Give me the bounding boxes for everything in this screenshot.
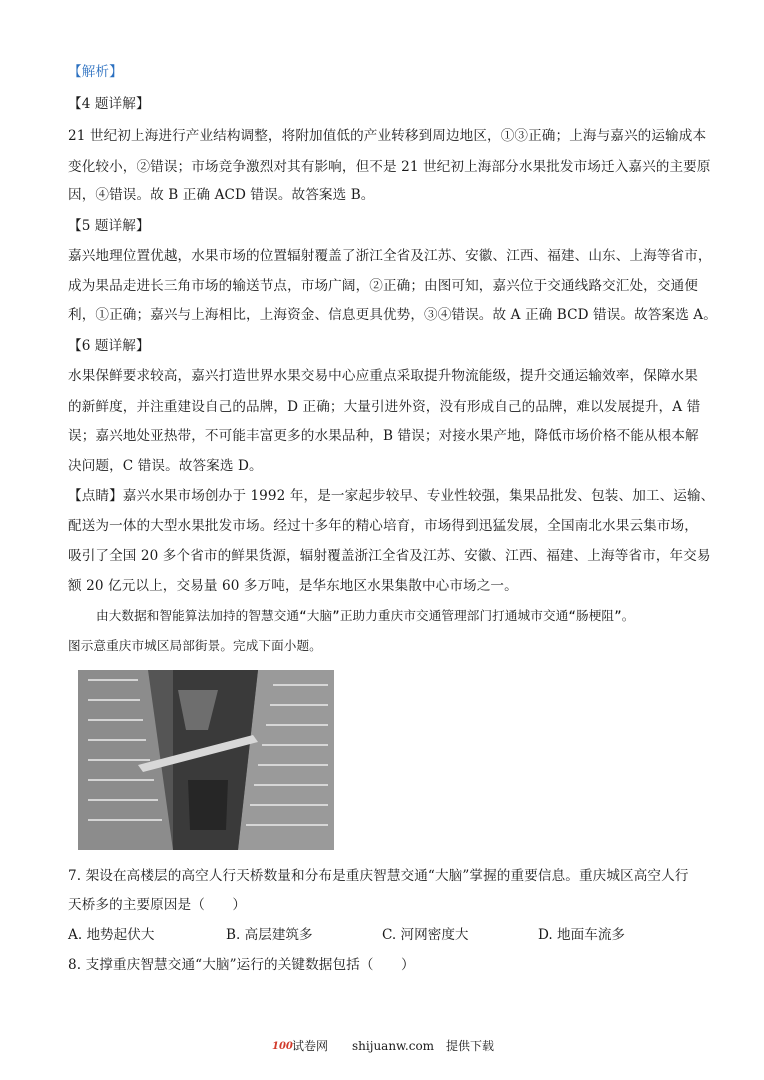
analysis-label: 【解析】 [68, 64, 123, 80]
q7-line-2: 天桥多的主要原因是（ ） [68, 897, 247, 913]
q5-heading: 【5 题详解】 [68, 218, 150, 234]
q5-line-1: 嘉兴地理位置优越，水果市场的位置辐射覆盖了浙江全省及江苏、安徽、江西、福建、山东、上海等省市， [68, 248, 712, 264]
tips-line-4: 额 20 亿元以上，交易量 60 多万吨，是华东地区水果集散中心市场之一。 [68, 578, 518, 594]
tips-line-1: 【点睛】嘉兴水果市场创办于 1992 年，是一家起步较早、专业性较强，集果品批发、包装、加工、运输、 [68, 488, 715, 504]
q6-line-1: 水果保鲜要求较高，嘉兴打造世界水果交易中心应重点采取提升物流能级，提升交通运输效率，保障水果 [68, 368, 698, 384]
q4-line-1: 21 世纪初上海进行产业结构调整，将附加值低的产业转移到周边地区，①③正确；上海与嘉兴的运输成本 [68, 128, 707, 144]
q7-options [68, 925, 698, 945]
page-footer [0, 1036, 764, 1056]
street-scene-photo [78, 670, 334, 850]
q7-option-a[interactable]: A. 地势起伏大 [68, 927, 155, 943]
q7-option-d[interactable]: D. 地面车流多 [538, 927, 626, 943]
q4-heading: 【4 题详解】 [68, 96, 150, 112]
intro-line-1: 由大数据和智能算法加持的智慧交通“大脑”正助力重庆市交通管理部门打通城市交通“肠梗阻”。 [96, 608, 635, 623]
tips-line-3: 吸引了全国 20 多个省市的鲜果货源，辐射覆盖浙江全省及江苏、安徽、江西、福建、上海等省市，年交易 [68, 548, 711, 564]
footer-domain-link[interactable]: shijuanw.com [352, 1039, 435, 1053]
q5-line-2: 成为果品走进长三角市场的输送节点，市场广阔，②正确；由图可知，嘉兴位于交通线路交汇处，交通便 [68, 278, 698, 294]
tips-line-2: 配送为一体的大型水果批发市场。经过十多年的精心培育，市场得到迅猛发展，全国南北水果云集市场， [68, 518, 698, 534]
q4-line-2: 变化较小，②错误；市场竞争激烈对其有影响，但不是 21 世纪初上海部分水果批发市场迁入嘉兴的主要原 [68, 159, 711, 175]
site-logo-icon: 100 [272, 1041, 293, 1052]
q8-line: 8. 支撑重庆智慧交通“大脑”运行的关键数据包括（ ） [68, 957, 415, 973]
q7-line-1: 7. 架设在高楼层的高空人行天桥数量和分布是重庆智慧交通“大脑”掌握的重要信息。重庆城区高空人行 [68, 868, 689, 884]
q6-heading: 【6 题详解】 [68, 338, 150, 354]
q6-line-4: 决问题，C 错误。故答案选 D。 [68, 458, 263, 474]
q7-option-c[interactable]: C. 河网密度大 [382, 927, 469, 943]
footer-site-name: 试卷网 [292, 1039, 329, 1053]
q5-line-3: 利，①正确；嘉兴与上海相比，上海资金、信息更具优势，③④错误。故 A 正确 BCD 错误。故答案选 A。 [68, 307, 717, 323]
q6-line-3: 误；嘉兴地处亚热带，不可能丰富更多的水果品种，B 错误；对接水果产地，降低市场价格不能从根本解 [68, 428, 699, 444]
q7-option-b[interactable]: B. 高层建筑多 [226, 927, 313, 943]
intro-line-2: 图示意重庆市城区局部街景。完成下面小题。 [68, 638, 322, 653]
footer-download-text: 提供下载 [446, 1039, 495, 1053]
q6-line-2: 的新鲜度，并注重建设自己的品牌，D 正确；大量引进外资，没有形成自己的品牌，难以发展提升，A 错 [68, 399, 701, 415]
q4-line-3: 因，④错误。故 B 正确 ACD 错误。故答案选 B。 [68, 187, 375, 203]
